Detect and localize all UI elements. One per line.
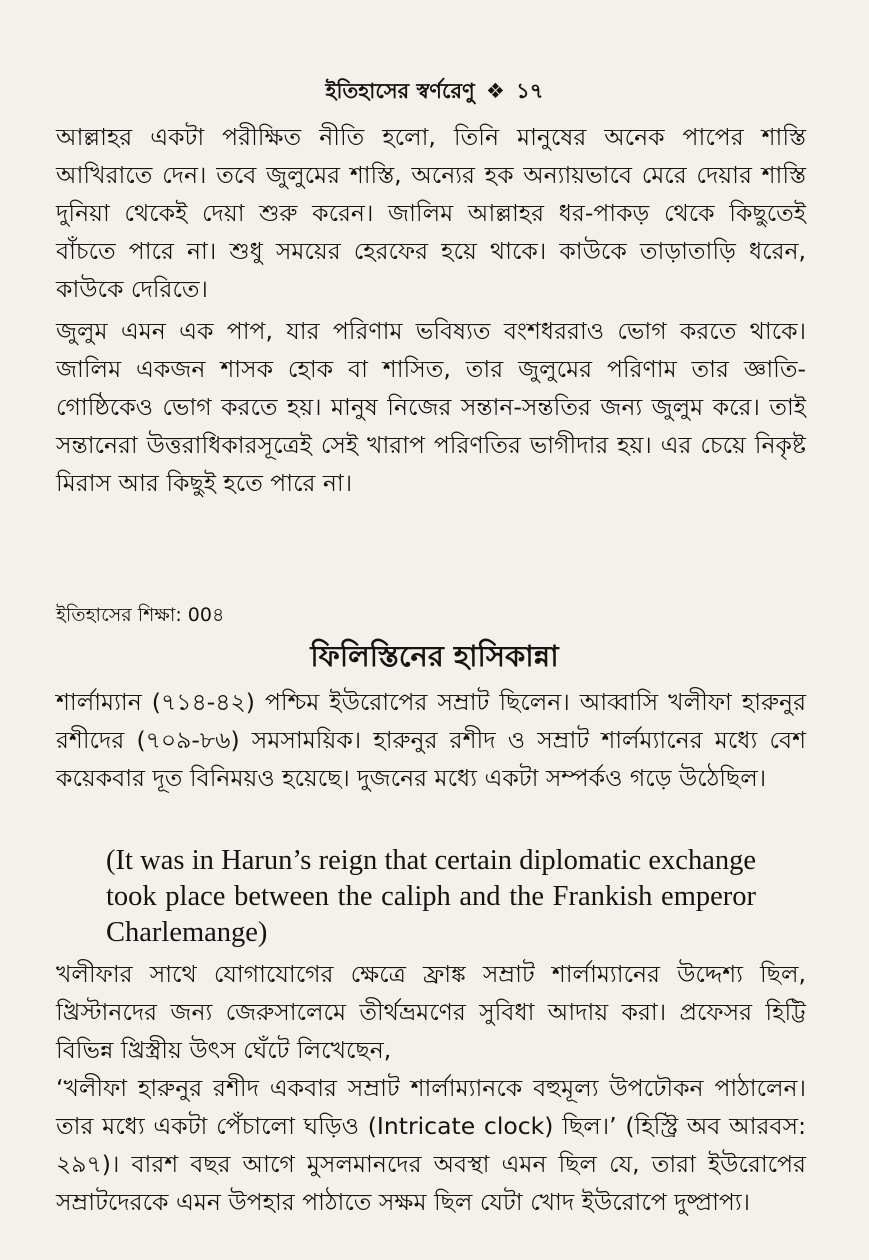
page-number: ১৭ [516,79,544,103]
paragraph-5: ‘খলীফা হারুনুর রশীদ একবার সম্রাট শার্লাম্যানকে বহুমূল্য উপঢৌকন পাঠালেন। তার মধ্যে একটা পেঁচালো ঘড়িও (Intricate clock) ছিল।’ (হিস্ট্রি অব আরবস: ২৯৭)। বারশ বছর আগে মুসলমানদের অবস্থা এমন ছিল যে, তারা ইউরোপের সম্রাটদেরকে এমন উপহার পাঠাতে সক্ষম ছিল যেটা খোদ ইউরোপে দুষ্প্রাপ্য। [56,1074,806,1216]
running-header [0,78,869,104]
english-quote: (It was in Harun’s reign that certain diplomatic exchange took place between the caliph and the Frankish emperor Charlemange) [106,845,756,948]
book-title: ইতিহাসের স্বর্ণরেণু [325,79,475,103]
section-title: ফিলিস্তিনের হাসিকান্না [310,639,559,673]
lesson-label: ইতিহাসের শিক্ষা: 00৪ [56,604,225,626]
ornament-separator: ❖ [486,79,505,103]
paragraph-3: শার্লাম্যান (৭১৪-৪২) পশ্চিম ইউরোপের সম্রাট ছিলেন। আব্বাসি খলীফা হারুনুর রশীদের (৭০৯-৮৬) সমসাময়িক। হারুনুর রশীদ ও সম্রাট শার্লম্যানের মধ্যে বেশ কয়েকবার দূত বিনিময়ও হয়েছে। দুজনের মধ্যে একটা সম্পর্কও গড়ে উঠেছিল। [56,688,806,792]
paragraph-4: খলীফার সাথে যোগাযোগের ক্ষেত্রে ফ্রাঙ্ক সম্রাট শার্লাম্যানের উদ্দেশ্য ছিল, খ্রিস্টানদের জন্য জেরুসালেমে তীর্থভ্রমণের সুবিধা আদায় করা। প্রফেসর হিট্টি বিভিন্ন খ্রিস্ত্রীয় উৎস ঘেঁটে লিখেছেন, [56,960,806,1064]
paragraph-1: আল্লাহর একটা পরীক্ষিত নীতি হলো, তিনি মানুষের অনেক পাপের শাস্তি আখিরাতে দেন। তবে জুলুমের শাস্তি, অন্যের হক অন্যায়ভাবে মেরে দেয়ার শাস্তি দুনিয়া থেকেই দেয়া শুরু করেন। জালিম আল্লাহর ধর-পাকড় থেকে কিছুতেই বাঁচতে পারে না। শুধু সময়ের হেরফের হয়ে থাকে। কাউকে তাড়াতাড়ি ধরেন, কাউকে দেরিতে। [56,123,806,303]
paragraph-2: জুলুম এমন এক পাপ, যার পরিণাম ভবিষ্যত বংশধররাও ভোগ করতে থাকে। জালিম একজন শাসক হোক বা শাসিত, তার জুলুমের পরিণাম তার জ্ঞাতি-গোষ্ঠিকেও ভোগ করতে হয়। মানুষ নিজের সন্তান-সন্ততির জন্য জুলুম করে। তাই সন্তানেরা উত্তরাধিকারসূত্রেই সেই খারাপ পরিণতির ভাগীদার হয়। এর চেয়ে নিকৃষ্ট মিরাস আর কিছুই হতে পারে না। [56,317,806,497]
